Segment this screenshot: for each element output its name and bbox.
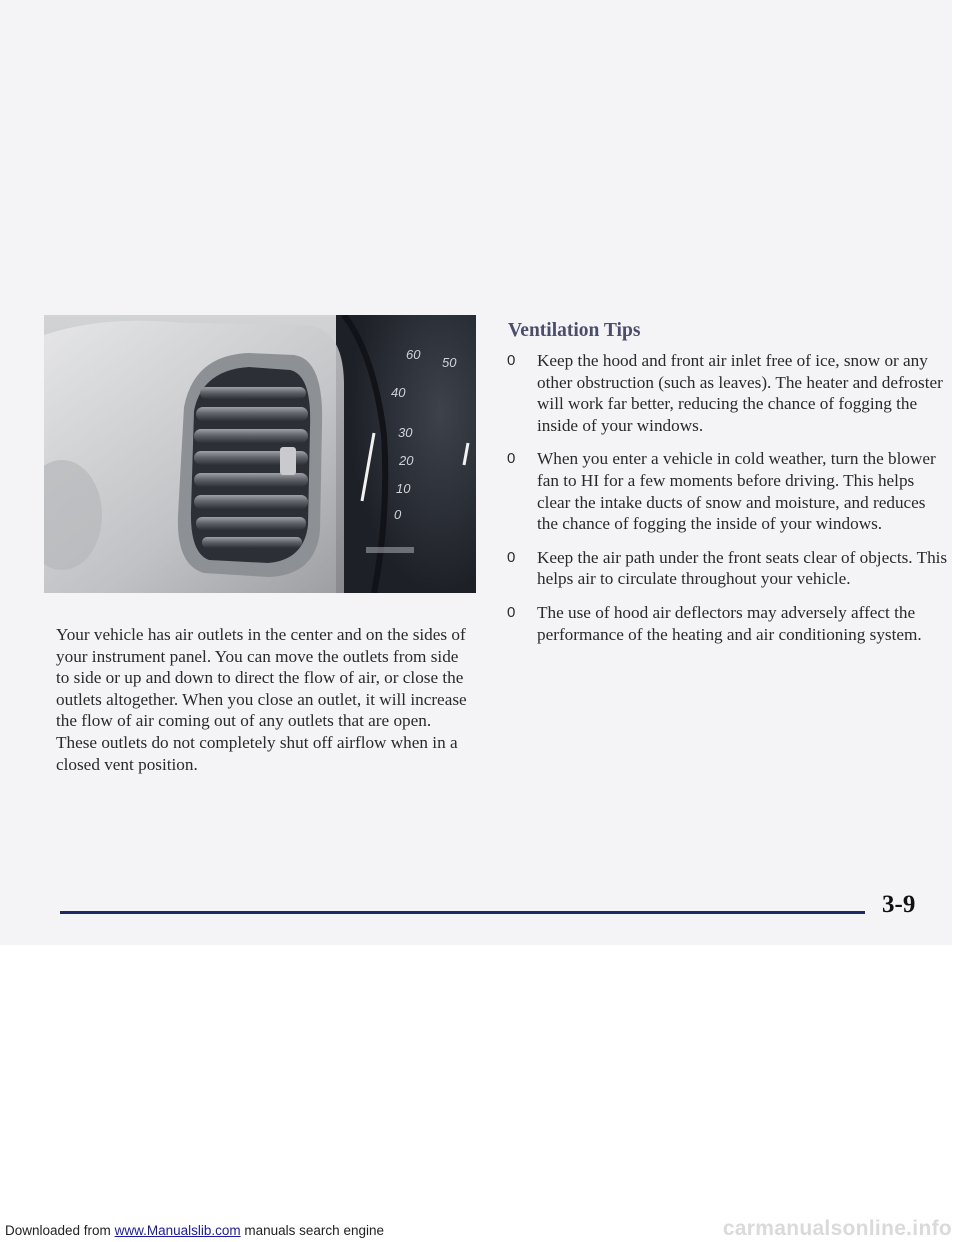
gauge-label: 20 — [399, 453, 414, 468]
footer-prefix: Downloaded from — [5, 1223, 111, 1238]
air-outlet-illustration — [44, 315, 476, 593]
manualslib-link[interactable]: www.Manualslib.com — [114, 1223, 241, 1238]
bullet-marker: 0 — [507, 352, 516, 369]
vent-adjust-tab — [280, 447, 296, 475]
outlets-description: Your vehicle has air outlets in the center and on the sides of your instrument panel. You can move the outlets from side to side or up and down to direct the flow of air, or close the outlets altogether. When you close an outlet, it will increase the flow of air coming out of any outlets that are open. These outlets do not completely shut off airflow when in a closed vent position. — [56, 625, 467, 774]
ventilation-tips-list — [505, 350, 950, 645]
tip-text: Keep the hood and front air inlet free of ice, snow or any other obstruction (such as leaves). The heater and defroster will work far better, reducing the chance of fogging the inside of your windows. — [537, 351, 943, 435]
gauge-label: 40 — [391, 385, 406, 400]
page-edge — [952, 0, 960, 945]
section-title: Ventilation Tips — [508, 320, 641, 341]
bullet-marker: 0 — [507, 603, 516, 621]
gauge-label: 60 — [406, 347, 421, 362]
list-item — [505, 448, 950, 534]
list-item — [505, 602, 950, 645]
gauge-label: 30 — [398, 425, 413, 440]
list-item — [505, 350, 950, 436]
footer-suffix: manuals search engine — [244, 1223, 384, 1238]
download-footer — [5, 1223, 384, 1238]
tip-text: When you enter a vehicle in cold weather, turn the blower fan to HI for a few moments before driving. This helps clear the intake ducts of snow and moisture, and reduces the chance of fogging the inside of your windows. — [537, 449, 936, 534]
air-outlet-photo — [44, 315, 476, 593]
tip-text: Keep the air path under the front seats clear of objects. This helps air to circulate throughout your vehicle. — [537, 547, 948, 589]
watermark: carmanualsonline.info — [722, 1217, 952, 1240]
bullet-marker: 0 — [507, 548, 516, 566]
page-rule — [60, 911, 865, 914]
page-number: 3-9 — [882, 891, 916, 918]
list-item — [505, 547, 950, 590]
bullet-marker: 0 — [507, 450, 516, 468]
gauge-label: 0 — [394, 507, 402, 522]
tip-text: The use of hood air deflectors may adversely affect the performance of the heating and air conditioning system. — [537, 602, 922, 644]
gauge-label: 10 — [396, 481, 411, 496]
gauge-label: 50 — [442, 355, 457, 370]
